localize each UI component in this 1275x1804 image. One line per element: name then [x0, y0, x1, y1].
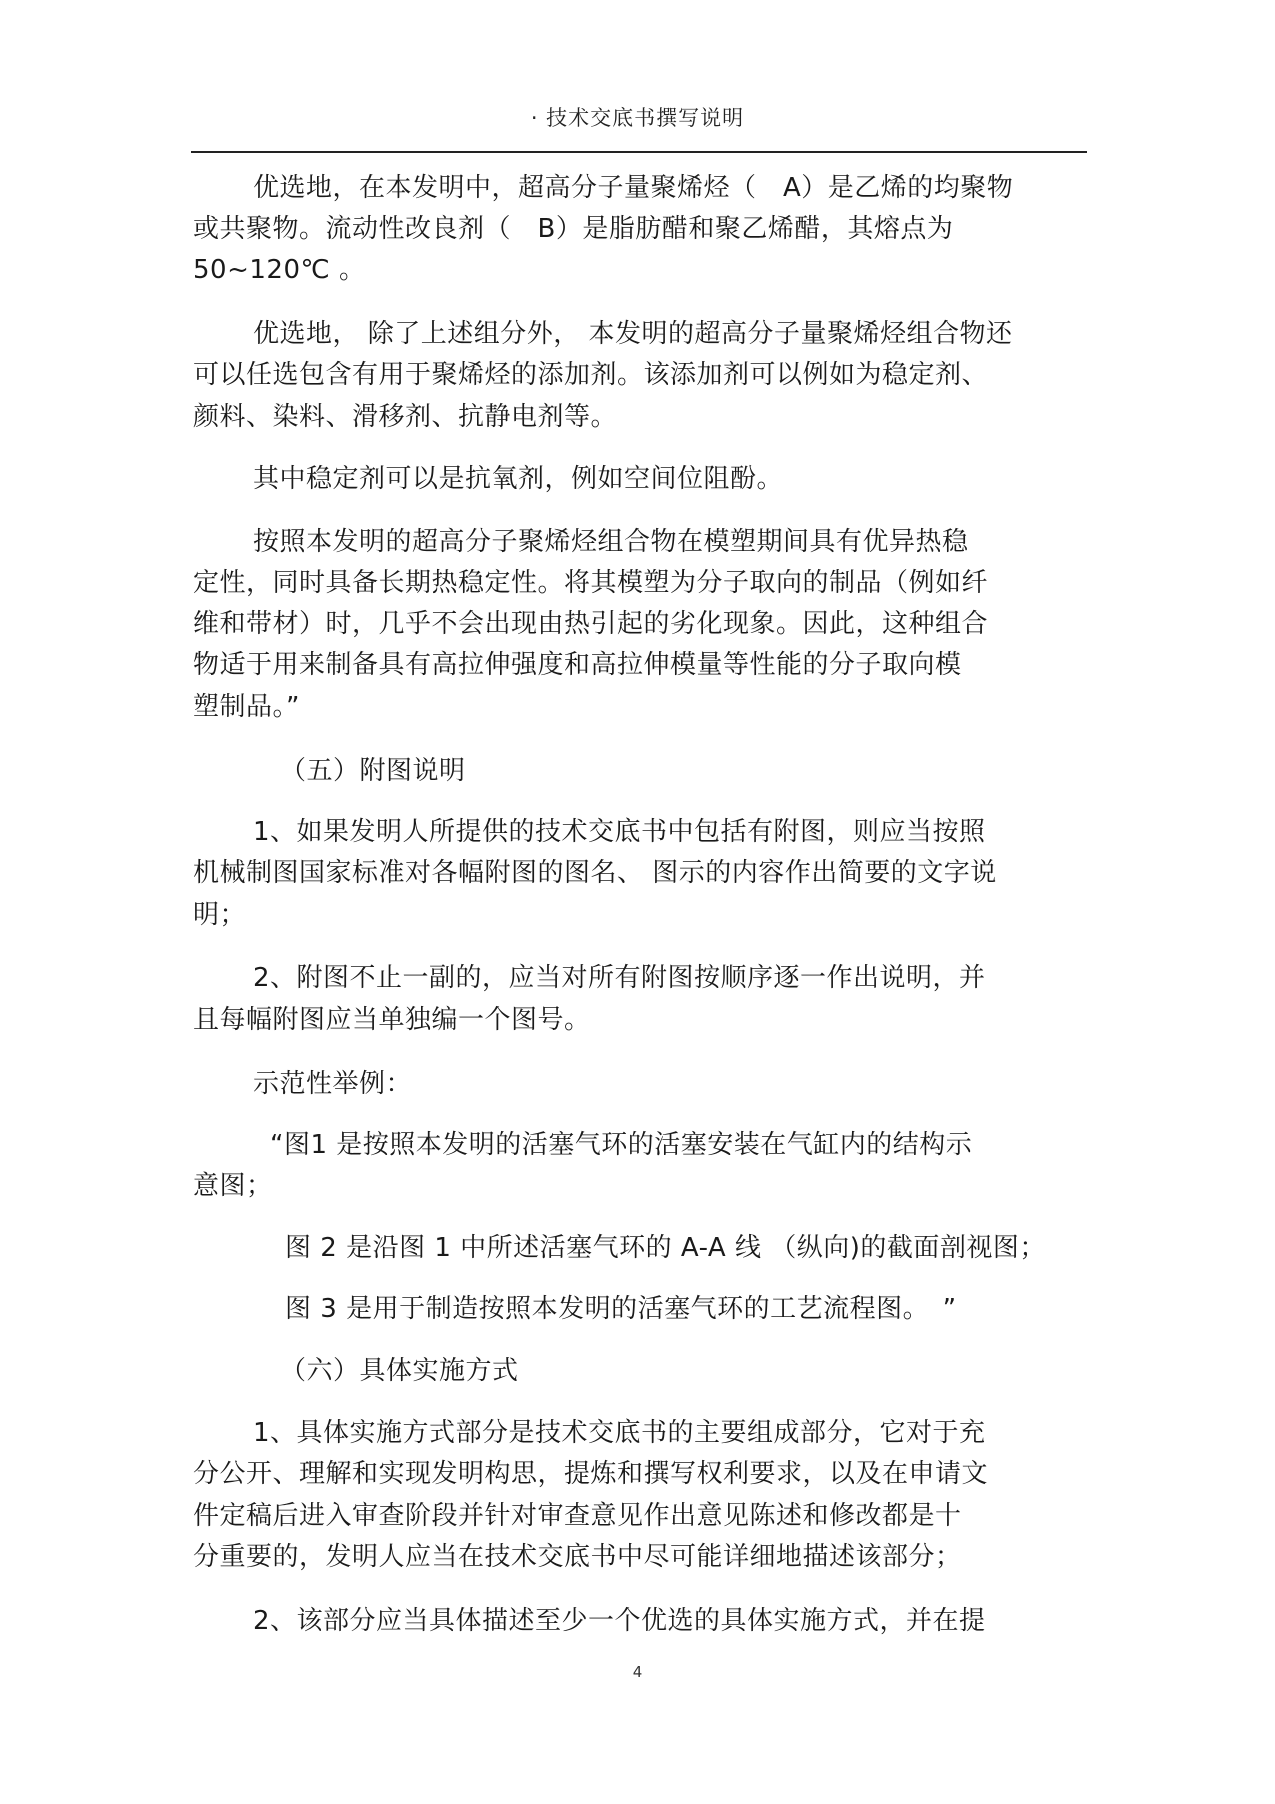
- text-line: 意图；: [193, 1171, 273, 1201]
- text-line: 优选地，在本发明中，超高分子量聚烯烃（ A）是乙烯的均聚物: [253, 173, 1014, 203]
- text-line: 或共聚物。流动性改良剂（ B）是脂肪醋和聚乙烯醋，其熔点为: [193, 214, 954, 244]
- text-line: 1、具体实施方式部分是技术交底书的主要组成部分，它对于充: [253, 1418, 986, 1448]
- text-line: 分公开、理解和实现发明构思，提炼和撰写权利要求，以及在申请文: [193, 1459, 989, 1489]
- text-line: 50~120℃ 。: [193, 255, 366, 285]
- header-rule: [191, 151, 1087, 153]
- text-line: 明；: [193, 900, 247, 930]
- text-line: “图1 是按照本发明的活塞气环的活塞安装在气缸内的结构示: [270, 1130, 973, 1160]
- text-line: 1、如果发明人所提供的技术交底书中包括有附图，则应当按照: [253, 817, 986, 847]
- text-line: 2、附图不止一副的，应当对所有附图按顺序逐一作出说明，并: [253, 963, 986, 993]
- section-heading: （六）具体实施方式: [280, 1356, 519, 1386]
- text-line: 其中稳定剂可以是抗氧剂，例如空间位阻酚。: [253, 464, 784, 494]
- text-line: 图 2 是沿图 1 中所述活塞气环的 A-A 线 （纵向)的截面剖视图；: [285, 1233, 1046, 1263]
- page-number: 4: [632, 1663, 643, 1681]
- text-line: 示范性举例：: [253, 1069, 413, 1099]
- text-line: 且每幅附图应当单独编一个图号。: [193, 1005, 591, 1035]
- text-line: 颜料、染料、滑移剂、抗静电剂等。: [193, 402, 618, 432]
- text-line: 可以任选包含有用于聚烯烃的添加剂。该添加剂可以例如为稳定剂、: [193, 360, 989, 390]
- text-line: 分重要的，发明人应当在技术交底书中尽可能详细地描述该部分；: [193, 1542, 962, 1572]
- text-line: 机械制图国家标准对各幅附图的图名、 图示的内容作出简要的文字说: [193, 858, 997, 888]
- text-line: 优选地， 除了上述组分外， 本发明的超高分子量聚烯烃组合物还: [253, 319, 1013, 349]
- page-header: · 技术交底书撰写说明: [530, 106, 745, 130]
- text-line: 物适于用来制备具有高拉伸强度和高拉伸模量等性能的分子取向模: [193, 650, 962, 680]
- text-line: 定性，同时具备长期热稳定性。将其模塑为分子取向的制品（例如纤: [193, 568, 989, 598]
- text-line: 塑制品。”: [193, 692, 300, 722]
- text-line: 2、该部分应当具体描述至少一个优选的具体实施方式，并在提: [253, 1606, 986, 1636]
- text-line: 维和带材）时，几乎不会出现由热引起的劣化现象。因此，这种组合: [193, 609, 989, 639]
- text-line: 件定稿后进入审查阶段并针对审查意见作出意见陈述和修改都是十: [193, 1501, 962, 1531]
- text-line: 图 3 是用于制造按照本发明的活塞气环的工艺流程图。 ”: [285, 1294, 957, 1324]
- text-line: 按照本发明的超高分子聚烯烃组合物在模塑期间具有优异热稳: [253, 527, 969, 557]
- section-heading: （五）附图说明: [280, 756, 466, 786]
